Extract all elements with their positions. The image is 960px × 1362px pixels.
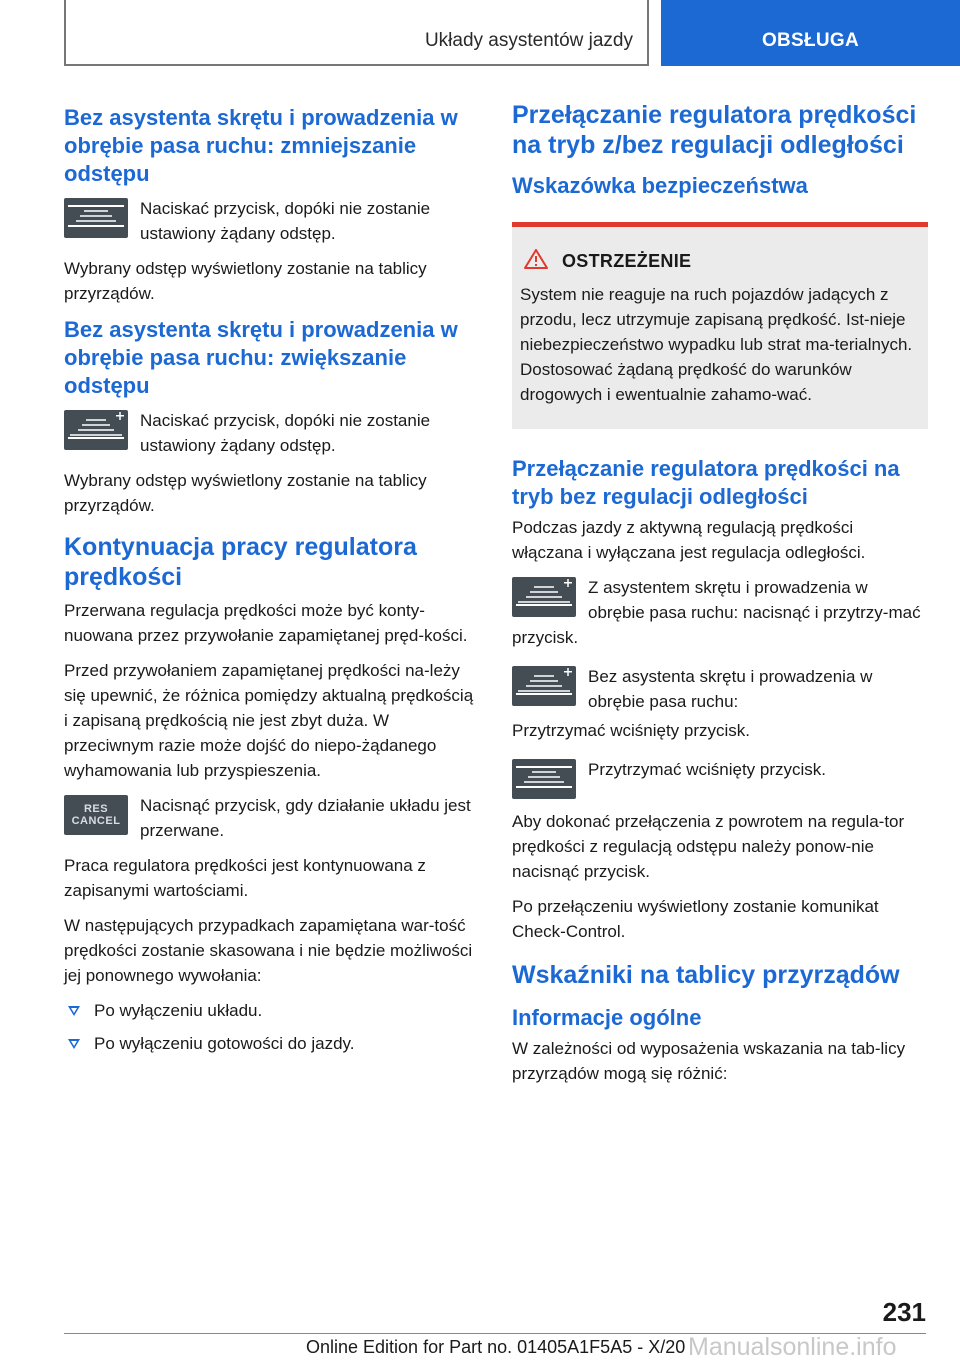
without-paragraph-1: Podczas jazdy z aktywną regulacją prędkości włączana i wyłączana jest regulacja odległości. <box>512 518 866 562</box>
continue-paragraph-2: Przed przywołaniem zapamiętanej prędkości na-leży się upewnić, że różnica pomiędzy aktualną prędkością i zapisaną prędkością nie jest zbyt duża. W przeciwnym razie może dojść do niepo-żądanego wyhamowania lub przyspieszenia. <box>64 661 474 780</box>
bullet-list <box>64 998 476 1056</box>
list-item <box>64 1031 476 1056</box>
continue-paragraph-4: W następujących przypadkach zapamiętana war-tość prędkości zostanie skasowana i nie będzie możliwości jej ponownego wywołania: <box>64 916 473 985</box>
cancel-label: CANCEL <box>71 815 121 827</box>
heading-safety-note: Wskazówka bezpieczeństwa <box>512 173 808 198</box>
heading-increase-distance: Bez asystenta skrętu i prowadzenia w obrębie pasa ruchu: zwiększanie odstępu <box>64 317 458 398</box>
increase-result-text: Wybrany odstęp wyświetlony zostanie na tablicy przyrządów. <box>64 471 427 515</box>
reduce-instruction-text: Naciskać przycisk, dopóki nie zostanie ustawiony żądany odstęp. <box>140 199 431 243</box>
distance-plus-button-icon <box>512 666 576 706</box>
reduce-instruction <box>64 196 476 246</box>
left-column <box>64 100 476 1064</box>
no-assist-instruction <box>512 664 928 714</box>
heading-switch-mode: Przełączanie regulatora prędkości na tryb z/bez regulacji odległości <box>512 101 917 159</box>
warning-triangle-icon <box>524 249 548 274</box>
heading-reduce-distance: Bez asystenta skrętu i prowadzenia w obrębie pasa ruchu: zmniejszanie odstępu <box>64 105 458 186</box>
list-item-text: Po wyłączeniu układu. <box>94 1001 263 1020</box>
warning-title: OSTRZEŻENIE <box>562 251 692 271</box>
edition-text: Online Edition for Part no. 01405A1F5A5 - X/20 <box>306 1337 686 1357</box>
distance-minus-button-icon <box>64 198 128 238</box>
triangle-bullet-icon <box>68 1039 80 1049</box>
distance-plus-button-icon <box>512 577 576 617</box>
section-tab[interactable]: OBSŁUGA <box>661 0 960 66</box>
distance-minus-button-icon <box>512 759 576 799</box>
right-column <box>512 100 928 1096</box>
watermark: Manualsonline.info <box>688 1333 897 1361</box>
list-item-text: Po wyłączeniu gotowości do jazdy. <box>94 1034 355 1053</box>
with-assist-instruction <box>512 575 928 650</box>
distance-plus-button-icon <box>64 410 128 450</box>
resume-instruction <box>64 793 476 843</box>
chapter-title: Układy asystentów jazdy <box>424 30 633 51</box>
after-switch-paragraph: Po przełączeniu wyświetlony zostanie komunikat Check-Control. <box>512 897 879 941</box>
resume-instruction-text: Nacisnąć przycisk, gdy działanie układu jest przerwane. <box>140 796 471 840</box>
reduce-result-text: Wybrany odstęp wyświetlony zostanie na tablicy przyrządów. <box>64 259 427 303</box>
warning-header <box>524 249 920 274</box>
page-number: 231 <box>882 1297 926 1327</box>
hold-text-1: Przytrzymać wciśnięty przycisk. <box>512 721 751 740</box>
list-item <box>64 998 476 1023</box>
continue-paragraph-1: Przerwana regulacja prędkości może być konty-nuowana przez przywołanie zapamiętanej pręd-kości. <box>64 601 468 645</box>
continue-paragraph-3: Praca regulatora prędkości jest kontynuowana z zapisanymi wartościami. <box>64 856 426 900</box>
no-assist-text: Bez asystenta skrętu i prowadzenia w obrębie pasa ruchu: <box>588 667 873 711</box>
header-chapter-box <box>64 0 649 66</box>
heading-without-distance: Przełączanie regulatora prędkości na tryb bez regulacji odległości <box>512 456 900 509</box>
hold-instruction <box>512 757 928 799</box>
heading-indicators: Wskaźniki na tablicy przyrządów <box>512 961 900 989</box>
hold-text-2: Przytrzymać wciśnięty przycisk. <box>588 760 827 779</box>
warning-text: System nie reaguje na ruch pojazdów jadących z przodu, lecz utrzymuje zapisaną prędkość. Ist-nieje niebezpieczeństwo wypadku lub strat ma-terialnych. Dostosować żądaną prędkość do warunków drogowych i ewentualnie zahamo-wać. <box>520 285 913 404</box>
warning-box <box>512 222 928 429</box>
heading-general-info: Informacje ogólne <box>512 1005 702 1030</box>
triangle-bullet-icon <box>68 1006 80 1016</box>
general-paragraph: W zależności od wyposażenia wskazania na tab-licy przyrządów mogą się różnić: <box>512 1039 906 1083</box>
res-cancel-button-icon <box>64 795 128 835</box>
res-label: RES <box>83 803 109 815</box>
with-assist-text: Z asystentem skrętu i prowadzenia w obrębie pasa ruchu: nacisnąć i przytrzy-mać przycisk. <box>512 578 921 647</box>
switch-back-paragraph: Aby dokonać przełączenia z powrotem na regula-tor prędkości z regulacją odstępu należy ponow-nie nacisnąć przycisk. <box>512 812 905 881</box>
increase-instruction-text: Naciskać przycisk, dopóki nie zostanie ustawiony żądany odstęp. <box>140 411 431 455</box>
heading-continue-cruise: Kontynuacja pracy regulatora prędkości <box>64 533 417 591</box>
increase-instruction <box>64 408 476 458</box>
